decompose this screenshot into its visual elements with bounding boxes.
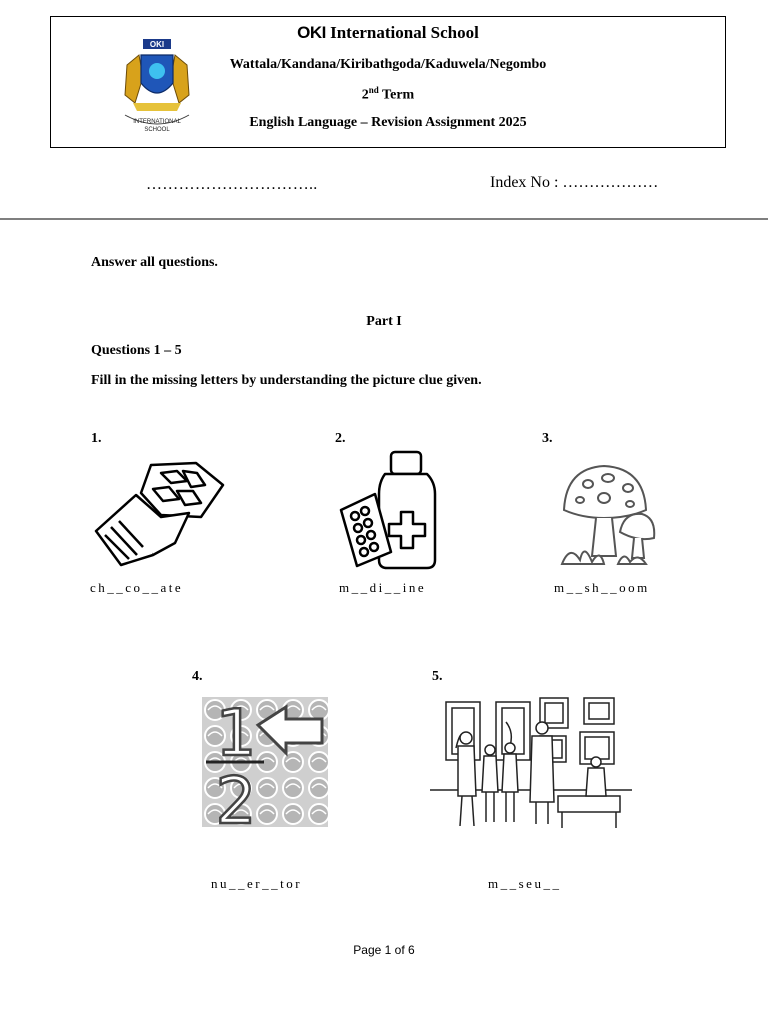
- school-header: [50, 16, 726, 148]
- name-field: …………………………..: [146, 176, 318, 193]
- question-range: Questions 1 – 5: [91, 343, 182, 358]
- question-2-number: 2.: [335, 431, 346, 446]
- fraction-top: 1: [215, 697, 257, 771]
- question-5-clue: m__seu__: [488, 876, 562, 891]
- index-number-field: Index No : ………………: [490, 174, 659, 191]
- question-1-number: 1.: [91, 431, 102, 446]
- term-word: Term: [382, 87, 415, 103]
- museum-gallery-icon: [430, 692, 632, 832]
- assignment-title: English Language – Revision Assignment 2025: [249, 115, 527, 130]
- question-1-clue: ch__co__ate: [90, 580, 184, 595]
- page-divider: [0, 218, 768, 220]
- question-4-clue: nu__er__tor: [211, 876, 303, 891]
- svg-text:OKI: OKI: [149, 40, 165, 49]
- question-4-number: 4.: [192, 669, 203, 684]
- page-number: Page 1 of 6: [353, 943, 415, 957]
- question-5-number: 5.: [432, 669, 443, 684]
- school-name: [51, 23, 725, 43]
- school-name-text: International School: [330, 23, 479, 42]
- part-heading: Part I: [366, 314, 402, 329]
- fraction-bottom: 2: [215, 765, 257, 827]
- svg-text:SCHOOL: SCHOOL: [144, 127, 170, 133]
- term-number: 2: [361, 87, 369, 103]
- medicine-bottle-icon: [335, 448, 440, 570]
- branch-list: Wattala/Kandana/Kiribathgoda/Kaduwela/Negombo: [229, 57, 547, 72]
- svg-text:INTERNATIONAL: INTERNATIONAL: [133, 119, 181, 125]
- fraction-numerator-icon: [202, 697, 328, 827]
- term-title: [51, 85, 725, 104]
- question-3-number: 3.: [542, 431, 553, 446]
- school-mark: OKI: [297, 23, 326, 42]
- question-2-clue: m__di__ine: [339, 580, 427, 595]
- task-instruction: Fill in the missing letters by understanding the picture clue given.: [91, 373, 482, 388]
- chocolate-bar-icon: [91, 455, 226, 570]
- term-suffix: nd: [368, 85, 379, 95]
- general-instruction: Answer all questions.: [91, 255, 218, 270]
- mushroom-icon: [558, 460, 658, 570]
- question-3-clue: m__sh__oom: [554, 580, 650, 595]
